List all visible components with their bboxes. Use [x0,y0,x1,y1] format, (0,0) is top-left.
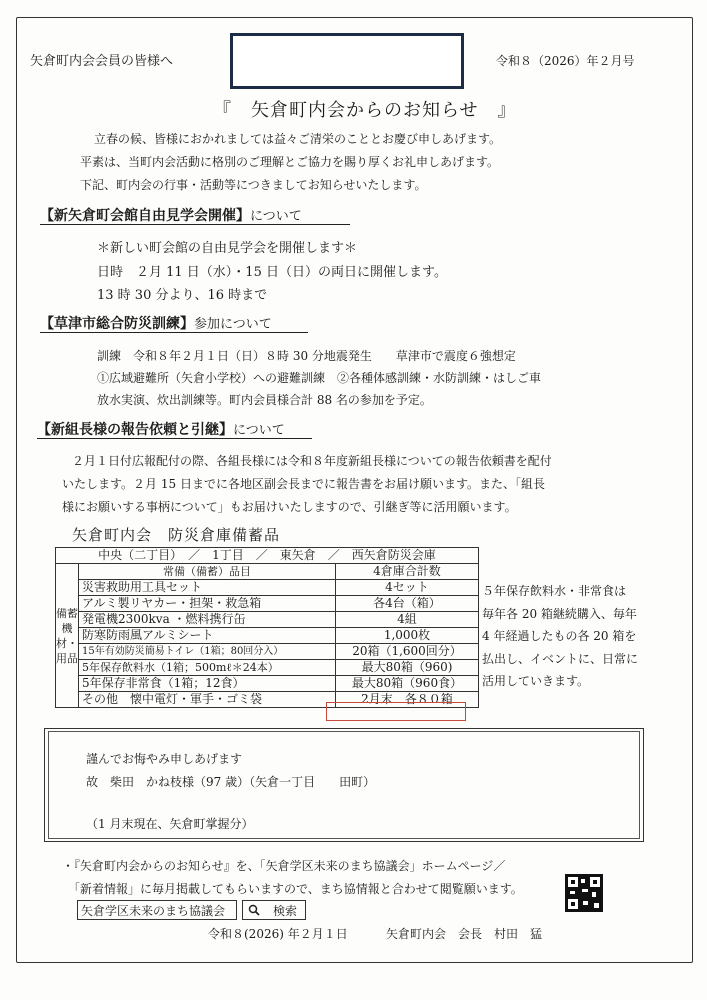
stock-item: アルミ製リヤカー・担架・救急箱 [79,596,336,612]
section-1-tail: について [250,209,302,224]
table-row [56,612,479,628]
s3-line-2: いたします。２月 15 日までに各地区副会長までに報告書をお届け願います。また、「組長 [62,477,545,491]
stock-item: 災害救助用工具セット [79,580,336,596]
stock-title: 矢倉町内会 防災倉庫備蓄品 [72,526,281,544]
s2-line-2: ①広域避難所（矢倉小学校）への避難訓練 ②各種体感訓練・水防訓練・はしご車 [97,371,542,385]
section-2-title: 【草津市総合防災訓練】 [40,316,194,332]
stock-qty: 各4台（箱） [336,596,479,612]
qr-code [565,874,603,912]
page-title: 『 矢倉町内会からのお知らせ 』 [213,100,517,121]
stock-item: 防寒防雨風アルミシート [79,628,336,644]
stock-table [55,547,479,708]
intro-line-3: 下記、町内会の行事・活動等につきましてお知らせいたします。 [80,178,427,192]
stock-item: 15年有効防災簡易トイレ（1箱；80回分入） [79,644,336,660]
stock-qty: 20箱（1,600回分） [336,644,479,660]
s1-line-1: ＊新しい町会館の自由見学会を開催します＊ [97,241,358,256]
s1-line-3: 13 時 30 分より、16 時まで [97,288,268,303]
section-3-underline [37,438,312,439]
s3-line-3: 様にお願いする事柄について」もお届けいたしますので、引継ぎ等に活用願います。 [62,500,517,514]
footer-date: 令和８(2026) 年２月１日 [208,927,348,941]
stock-item: 5年保存飲料水（1箱；500mℓ＊24本） [79,660,336,676]
section-1-title: 【新矢倉町会館自由見学会開催】 [40,208,250,224]
stock-note-4: 払出し、イベントに、日常に [482,652,639,666]
s2-line-3: 放水実演、炊出訓練等。町内会員様合計 88 名の参加を予定。 [97,393,432,407]
section-3-heading [37,419,285,439]
section-1-underline [40,224,350,225]
search-term: 矢倉学区未来のまち協議会 [81,904,226,918]
condolence-line-1: 謹んでお悔やみ申しあげます [86,752,243,766]
section-3-title: 【新組長様の報告依頼と引継】 [37,422,233,438]
issue-label: 令和８（2026）年２月号 [496,54,635,68]
section-3-tail: について [233,423,285,438]
stock-note-5: 活用していきます。 [482,674,590,688]
stock-item: 発電機2300kva ・燃料携行缶 [79,612,336,628]
footer-signature: 矢倉町内会 会長 村田 猛 [386,927,543,941]
stock-qty: 4セット [336,580,479,596]
table-row [56,660,479,676]
stock-col-qty: 4倉庫合計数 [336,564,479,580]
stock-side-label: 備蓄機材・用品 [56,564,79,708]
table-row [56,676,479,692]
search-icon [248,904,260,916]
table-row [56,644,479,660]
addressee: 矢倉町内会会員の皆様へ [30,54,174,69]
condolence-line-2: 故 柴田 かね枝様（97 歳）（矢倉一丁目 田町） [86,775,376,789]
stock-qty: 2月末 各８０箱 [336,692,479,708]
stock-item: 5年保存非常食（1箱；12食） [79,676,336,692]
stock-qty: 4組 [336,612,479,628]
stock-col-item: 常備（備蓄）品目 [79,564,336,580]
footer-line-2: 「新着情報」に毎月掲載してもらいますので、まち協情報と合わせて閲覧願います。 [68,882,523,896]
table-row [56,580,479,596]
search-button-label: 検索 [273,904,298,918]
condolence-line-3: （1 月末現在、矢倉町掌握分） [86,817,254,831]
stock-qty: 最大80箱（960食） [336,676,479,692]
intro-line-2: 平素は、当町内会活動に格別のご理解とご協力を賜り厚くお礼申しあげます。 [80,155,500,169]
stock-note-3: 4 年経過したもの各 20 箱を [482,629,637,643]
section-1-heading [40,205,302,225]
stock-item: その他 懐中電灯・軍手・ゴミ袋 [79,692,336,708]
stock-qty: 1,000枚 [336,628,479,644]
stock-locations: 中央（二丁目） ／ 1丁目 ／ 東矢倉 ／ 西矢倉防災会庫 [56,548,479,564]
s2-line-1: 訓練 令和８年２月１日（日）８時 30 分地震発生 草津市で震度６強想定 [97,349,516,363]
intro-line-1: 立春の候、皆様におかれましては益々ご清栄のこととお慶び申しあげます。 [94,132,502,146]
section-2-underline [40,332,308,333]
highlight-box [326,702,466,721]
section-2-tail: 参加について [194,317,272,332]
footer-line-1: ・『矢倉町内会からのお知らせ』を、「矢倉学区未来のまち協議会」ホームページ／ [62,859,506,873]
stock-note-1: ５年保存飲料水・非常食は [482,584,627,598]
s3-line-1: ２月１日付広報配付の際、各組長様には令和８年度新組長様についての報告依頼書を配付 [72,454,552,468]
stock-qty: 最大80箱（960) [336,660,479,676]
search-term-box [77,900,237,920]
search-button[interactable] [242,900,306,920]
section-2-heading [40,313,272,333]
table-row [56,596,479,612]
table-row [56,628,479,644]
address-label-box [230,33,464,89]
s1-line-2: 日時 ２月 11 日（水）・15 日（日）の両日に開催します。 [97,265,447,280]
stock-note-2: 毎年各 20 箱継続購入、毎年 [482,607,637,621]
